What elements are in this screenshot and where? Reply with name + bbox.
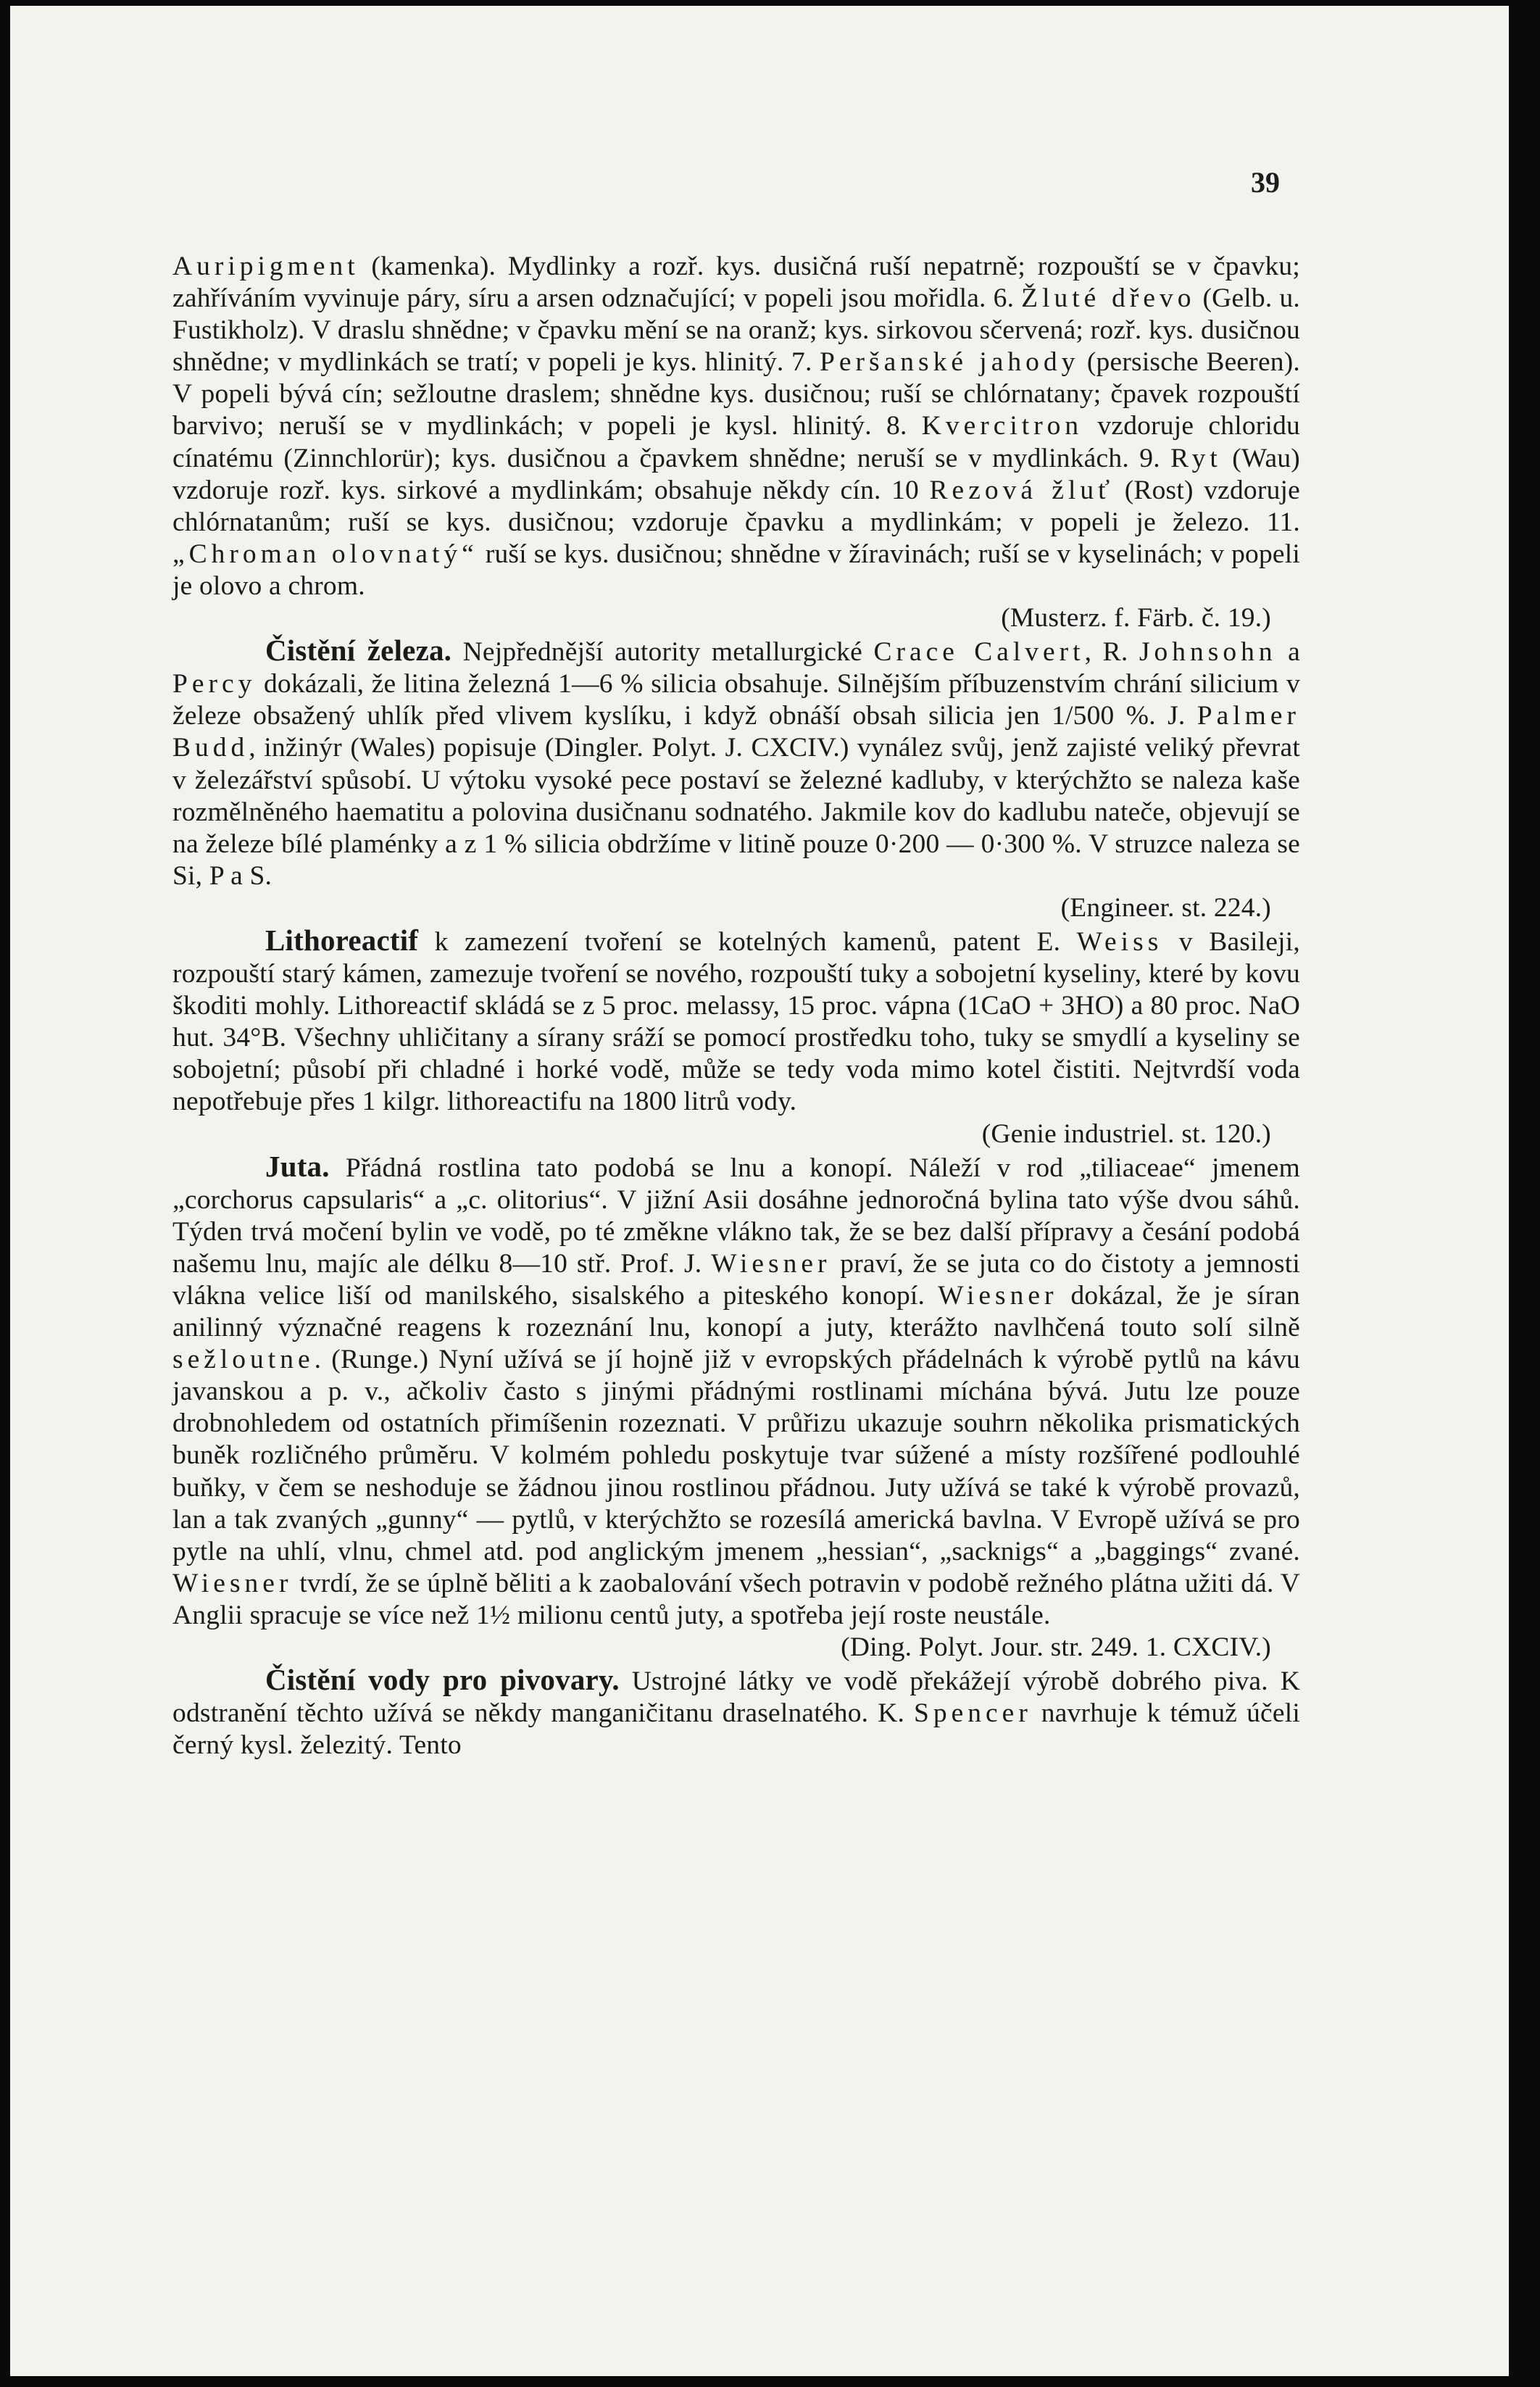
section-heading: Juta. — [265, 1149, 330, 1183]
spaced-term: Peršanské jahody — [820, 347, 1080, 378]
body-text: , R. — [1084, 637, 1139, 668]
page-number: 39 — [1251, 166, 1280, 199]
body-text: k zamezení tvoření se kotelných kamenů, patent E. — [418, 926, 1077, 957]
body-text: vzdoruje chloridu cínatému (Zinnchlorür); kys. dusičnou a čpavkem shnědne; neruší se v mydlinkách. 9. — [172, 411, 1300, 473]
body-text: (kamenka). Mydlinky a rozř. kys. dusičná ruší nepatrně; rozpouští se v čpavku; zahříváním vyvinuje páry, síru a arsen odznačující; v popeli jsou mořidla. 6. — [172, 252, 1300, 314]
paragraph-auripigment — [172, 251, 1300, 634]
spaced-term: Percy — [172, 669, 257, 700]
body-text: praví, že se juta co do čistoty a jemnosti vlákna velice liší od manilského, sisalského a piteského konopí. — [172, 1248, 1300, 1311]
source-citation: (Engineer. st. 224.) — [1060, 892, 1271, 923]
spaced-term: „Chroman olovnatý“ — [172, 539, 478, 569]
source-citation: (Genie industriel. st. 120.) — [981, 1118, 1271, 1149]
spaced-term: Rezová žluť — [929, 475, 1115, 505]
body-text: navrhuje k témuž účeli černý kysl. železitý. Tento — [172, 1698, 1300, 1761]
body-text: dokázali, že litina železná 1—6 % silicia obsahuje. Silnějším příbuzenstvím chrání silicium v železe obsažený uhlík před vlivem kyslíku, i když obnáší obsah silicia jen 1/500 %. J. — [172, 669, 1300, 731]
spaced-term: Wiesner — [938, 1281, 1058, 1311]
spaced-term: Kvercitron — [921, 411, 1083, 441]
body-text: Nejpřednější autority metallurgické — [451, 637, 874, 668]
spaced-term: sežloutne — [172, 1345, 315, 1375]
paragraph-juta — [172, 1150, 1300, 1664]
body-text: tvrdí, že se úplně běliti a k zaobalování všech potravin v podobě režného plátna užiti dá. V Anglii spracuje se více než 1½ milionu centů juty, a spotřeba její roste neustále. — [172, 1568, 1300, 1630]
body-text: a — [1276, 637, 1301, 668]
body-text: Ustrojné látky ve vodě překážejí výrobě dobrého piva. K odstranění těchto užívá se někdy manganičitanu draselnatého. K. — [172, 1666, 1300, 1729]
page-body — [172, 251, 1300, 1761]
body-text: (persische Beeren). V popeli bývá cín; sežloutne draslem; shnědne kys. dusičnou; ruší se chlórnatany; čpavek rozpouští barvivo; neruší se v mydlinkách; v popeli je kysl. hlinitý. 8. — [172, 347, 1301, 441]
source-citation: (Musterz. f. Färb. č. 19.) — [1001, 603, 1271, 634]
body-text: dokázal, že je síran anilinný význačné reagens k rozeznání lnu, konopí a juty, kterážto navlhčená touto solí silně — [172, 1281, 1300, 1343]
spaced-term: Wiesner — [172, 1568, 293, 1598]
paragraph-cisteni-vody — [172, 1664, 1300, 1761]
source-citation: (Ding. Polyt. Jour. str. 249. 1. CXCIV.) — [841, 1632, 1271, 1663]
section-heading: Lithoreactif — [265, 923, 419, 957]
paragraph-lithoreactif — [172, 924, 1300, 1150]
section-heading: Čistění vody pro pivovary. — [265, 1663, 620, 1697]
spaced-term: Wiesner — [711, 1248, 831, 1279]
body-text: (Rost) vzdoruje chlórnatanům; ruší se kys. dusičnou; vzdoruje čpavku a mydlinkám; v popeli je železo. 11. — [172, 475, 1300, 537]
scanned-page — [10, 6, 1509, 2376]
body-text: ruší se kys. dusičnou; shnědne v žíravinách; ruší se v kyselinách; v popeli je olovo a chrom. — [172, 539, 1301, 601]
spaced-term: Žluté dřevo — [1021, 283, 1196, 314]
body-text: Přádná rostlina tato podobá se lnu a konopí. Náleží v rod „tiliaceae“ jmenem „corchorus capsularis“ a „c. olitorius“. V jižní Asii dosáhne jednoročná bylina tato výše dvou sáhů. Týden trvá močení bylin ve vodě, po té změkne vlákno tak, že se bez další přípravy a česání podobá našemu lnu, majíc ale délku 8—10 stř. Prof. J. — [172, 1153, 1300, 1279]
body-text: v Basileji, rozpouští starý kámen, zamezuje tvoření se nového, rozpouští tuky a sobojetní kyseliny, které by kovu škoditi mohly. Lithoreactif skládá se z 5 proc. melassy, 15 proc. vápna (1CaO + 3HO) a 80 proc. NaO hut. 34°B. Všechny uhličitany a sírany sráží se pomocí prostředku toho, tuky se smydlí a kyseliny se sobojetní; působí při chladné i horké vodě, může se tedy voda mimo kotel čistiti. Nejtvrdší voda nepotřebuje přes 1 kilgr. lithoreactifu na 1800 litrů vody. — [172, 926, 1300, 1117]
body-text: . (Runge.) Nyní užívá se jí hojně již v evropských přádelnách k výrobě pytlů na kávu javanskou a p. v., ačkoliv často s jinými přádnými rostlinami míchána bývá. Jutu lze pouze drobnohledem od ostatních přimíšenin rozeznati. V průřizu ukazuje souhrn několika prismatických buněk rozličného průměru. V kolmém pohledu poskytuje tvar súžené a místy rozšířené podlouhlé buňky, v čem se neshoduje se žádnou jinou rostlinou přádnou. Juty užívá se také k výrobě provazů, lan a tak zvaných „gunny“ — pytlů, v kterýchžto se rozesílá americká bavlna. V Evropě užívá se pro pytle na uhlí, vlnu, chmel atd. pod anglickým jmenem „hessian“, „sacknigs“ a „baggings“ zvané. — [172, 1345, 1300, 1566]
spaced-term: Johnsohn — [1139, 637, 1277, 668]
spaced-term: Auripigment — [172, 252, 359, 281]
body-text: (Wau) vzdoruje rozř. kys. sirkové a mydlinkám; obsahuje někdy cín. 10 — [172, 443, 1300, 505]
body-text: (Gelb. u. Fustikholz). V draslu shnědne; v čpavku mění se na oranž; kys. sirkovou sčervená; rozř. kys. dusičnou shnědne; v mydlinkách se tratí; v popeli je kys. hlinitý. 7. — [172, 283, 1300, 378]
spaced-term: Ryt — [1170, 443, 1222, 473]
spaced-term: Palmer Budd — [172, 701, 1300, 763]
paragraph-cisteni-zeleza — [172, 634, 1300, 924]
spaced-term: Crace Calvert — [873, 637, 1085, 668]
spaced-term: Spencer — [914, 1698, 1032, 1729]
spaced-term: Weiss — [1076, 926, 1163, 957]
body-text: , inžinýr (Wales) popisuje (Dingler. Polyt. J. CXCIV.) vynález svůj, jenž zajisté veliký převrat v železářství spůsobí. U výtoku vysoké pece postaví se železné kadluby, v kterýchžto se naleza kaše rozmělněného haematitu a polovina dusičnanu sodnatého. Jakmile kov do kadlubu nateče, objevují se na železe bílé plaménky a z 1 % silicia obdržíme v litině pouze 0·200 — 0·300 %. V struzce naleza se Si, P a S. — [172, 733, 1300, 891]
section-heading: Čistění železa. — [265, 634, 452, 668]
